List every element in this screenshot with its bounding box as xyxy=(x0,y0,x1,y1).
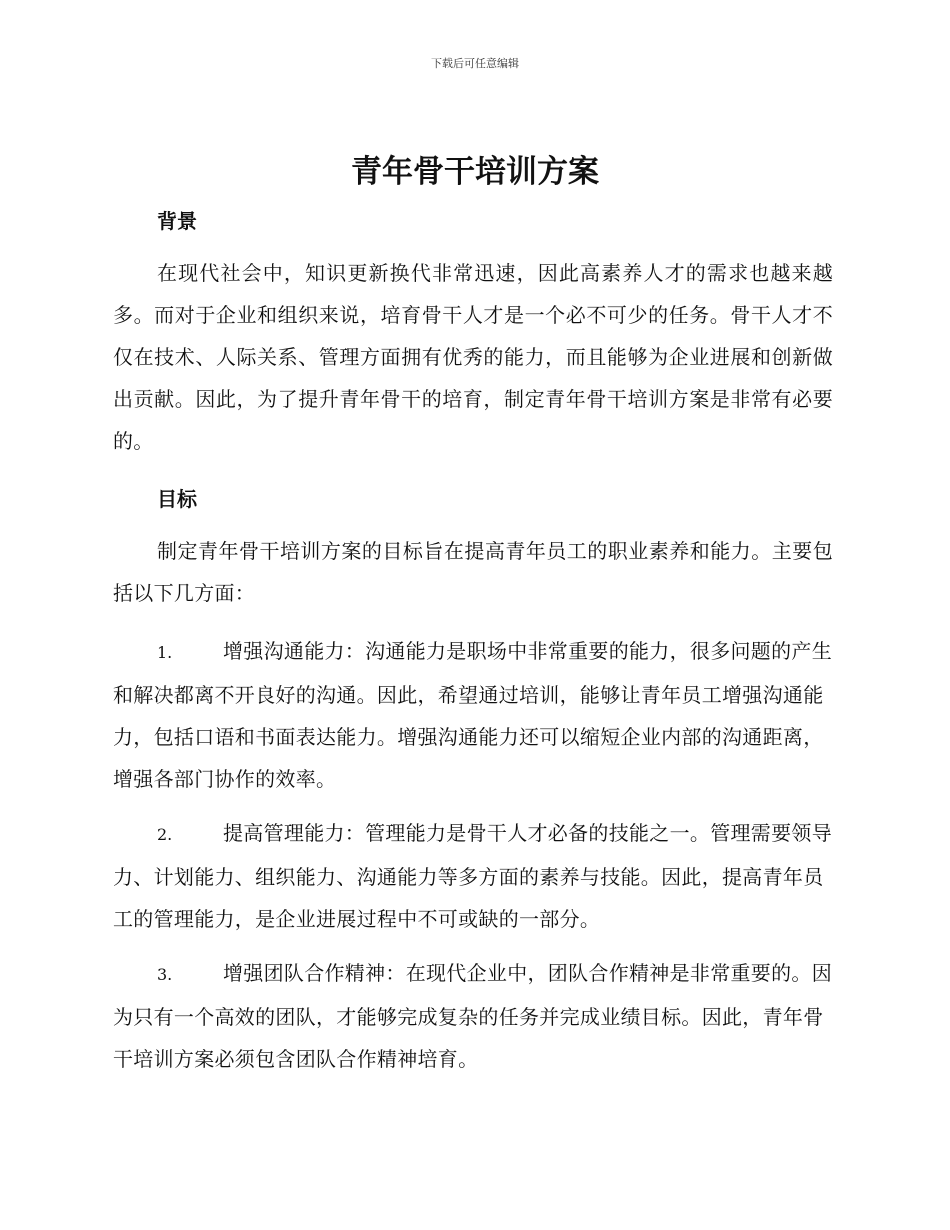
list-item-text: 增强团队合作精神：在现代企业中，团队合作精神是非常重要的。因为只有一个高效的团队，才能够完成复杂的任务并完成业绩目标。因此，青年骨干培训方案必须包含团队合作精神培育。 xyxy=(113,961,832,1071)
header-note: 下载后可任意编辑 xyxy=(431,57,519,70)
document-title: 青年骨干培训方案 xyxy=(351,154,599,190)
section-heading-goal: 目标 xyxy=(157,487,197,511)
background-paragraph: 在现代社会中，知识更新换代非常迅速，因此高素养人才的需求也越来越多。而对于企业和组织来说，培育骨干人才是一个必不可少的任务。骨干人才不仅在技术、人际关系、管理方面拥有优秀的能力，而且能够为企业进展和创新做出贡献。因此，为了提升青年骨干的培育，制定青年骨干培训方案是非常有必要的。 xyxy=(113,261,833,453)
list-item-number: 3. xyxy=(157,965,173,984)
goal-list-item xyxy=(113,812,833,940)
goal-list-item xyxy=(113,952,833,1080)
list-item-number: 1. xyxy=(157,643,173,662)
goal-list-item xyxy=(113,630,833,800)
list-item-text: 提高管理能力：管理能力是骨干人才必备的技能之一。管理需要领导力、计划能力、组织能力、沟通能力等多方面的素养与技能。因此，提高青年员工的管理能力，是企业进展过程中不可或缺的一部分。 xyxy=(113,821,832,931)
list-item-number: 2. xyxy=(157,825,173,844)
list-item-text: 增强沟通能力：沟通能力是职场中非常重要的能力，很多问题的产生和解决都离不开良好的沟通。因此，希望通过培训，能够让青年员工增强沟通能力，包括口语和书面表达能力。增强沟通能力还可以缩短企业内部的沟通距离，增强各部门协作的效率。 xyxy=(113,639,832,791)
goal-intro-paragraph: 制定青年骨干培训方案的目标旨在提高青年员工的职业素养和能力。主要包括以下几方面： xyxy=(113,539,833,605)
section-heading-background: 背景 xyxy=(157,209,197,233)
